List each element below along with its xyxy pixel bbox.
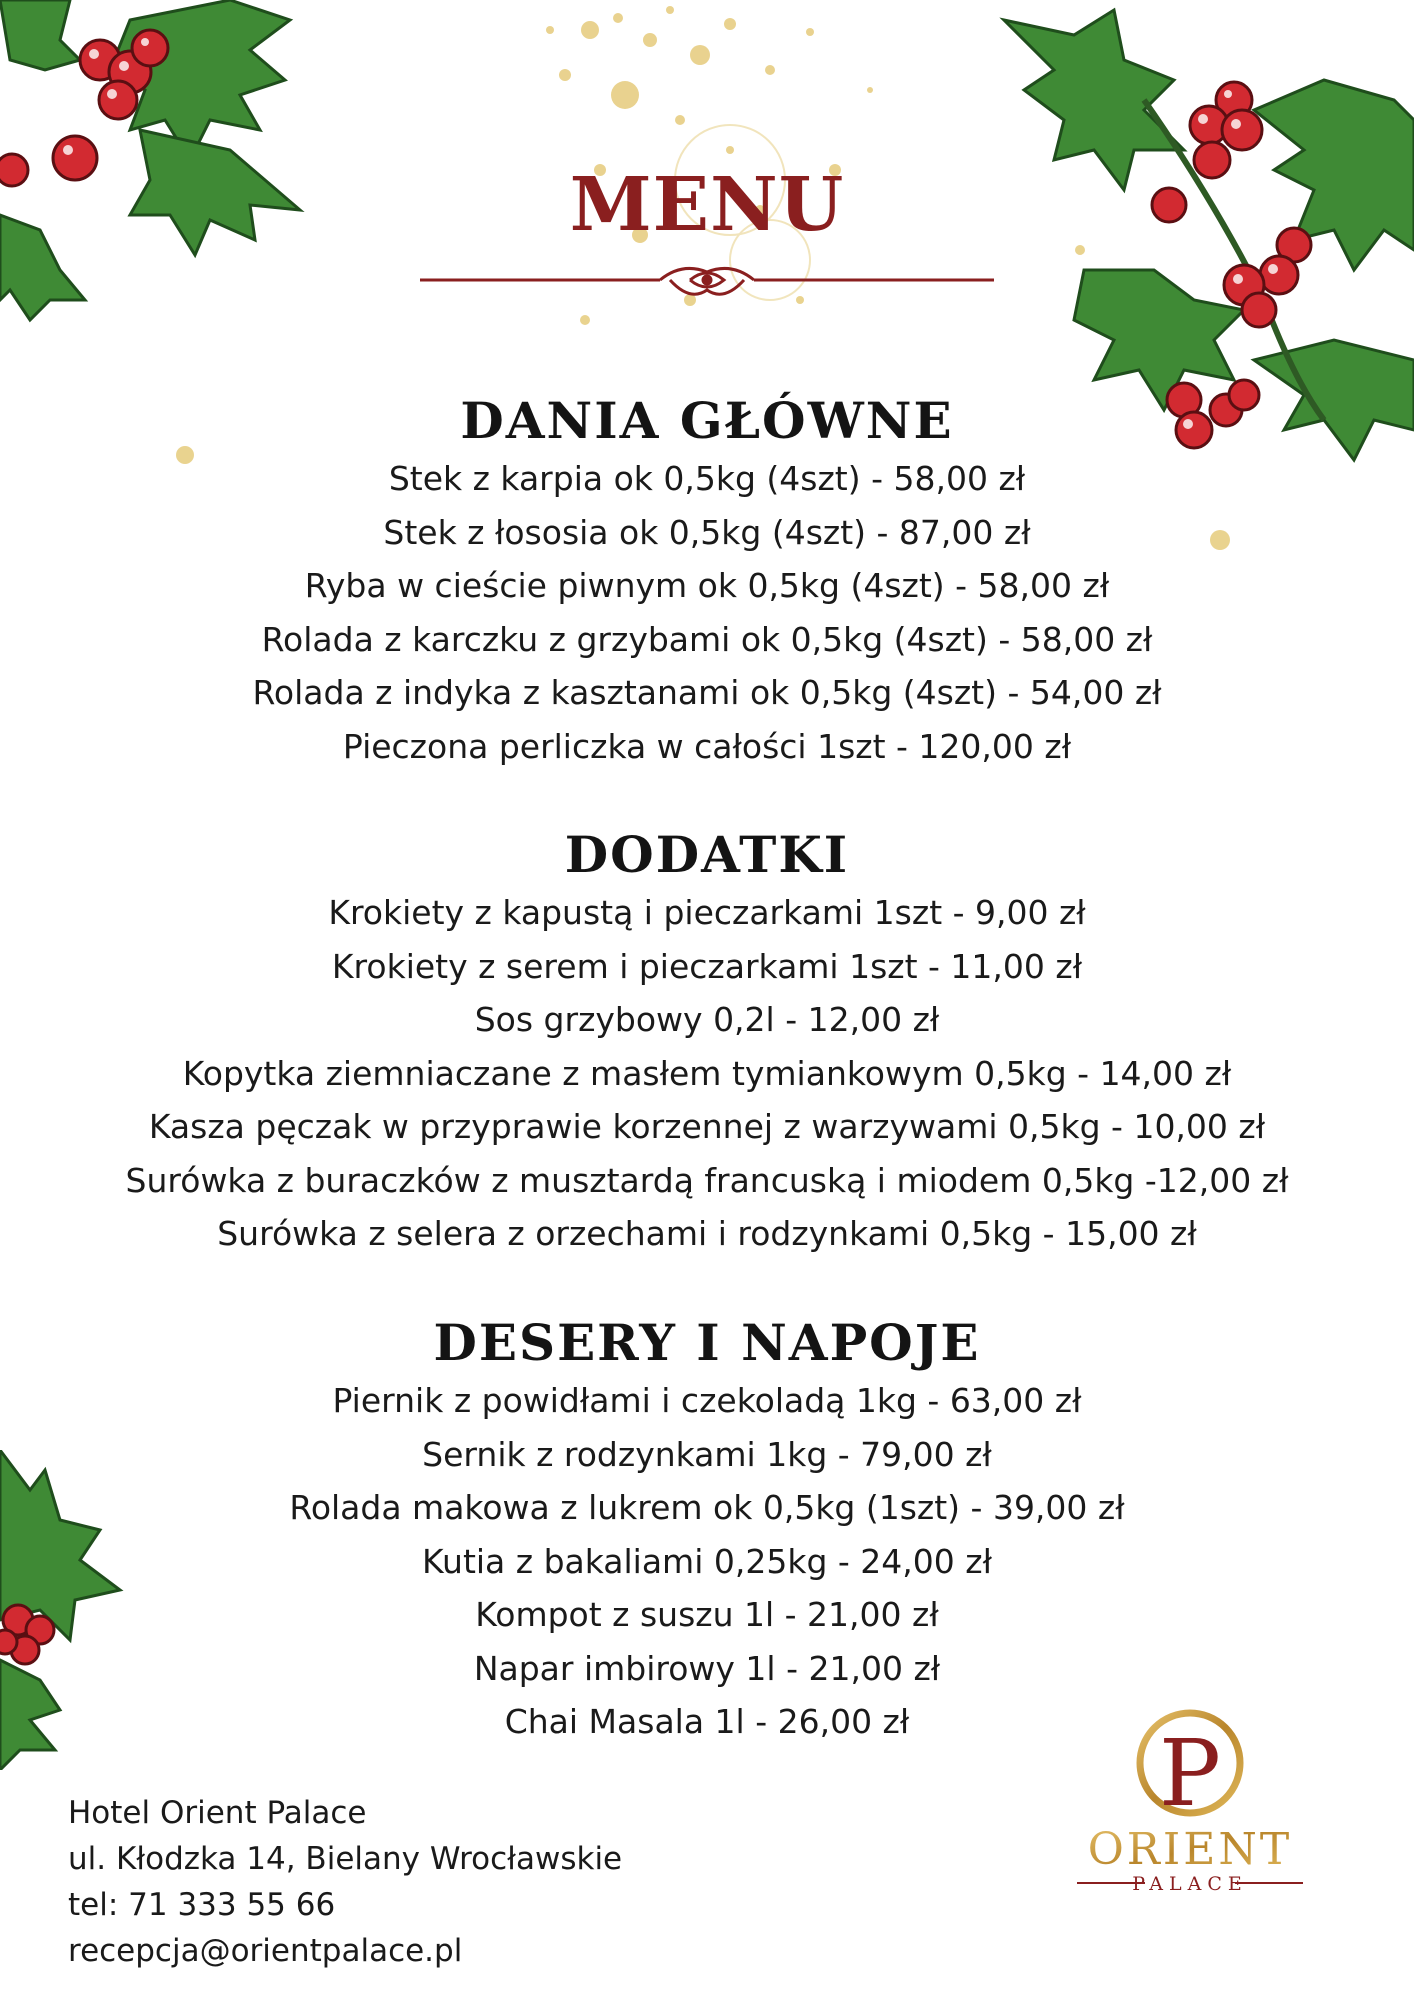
hotel-phone[interactable]: tel: 71 333 55 66 [68,1887,336,1923]
ornament-divider-icon [420,258,994,318]
menu-item: Kompot z suszu 1l - 21,00 zł [475,1595,939,1634]
logo-brand: ORIENT [1087,1824,1293,1875]
menu-item: Kasza pęczak w przyprawie korzennej z warzywami 0,5kg - 10,00 zł [148,1107,1266,1146]
menu-item: Rolada z indyka z kasztanami ok 0,5kg (4szt) - 54,00 zł [252,673,1162,712]
menu-item: Pieczona perliczka w całości 1szt - 120,00 zł [342,726,1072,766]
section-heading: DESERY I NAPOJE [433,1313,981,1372]
menu-item: Krokiety z kapustą i pieczarkami 1szt - 9,00 zł [328,893,1086,932]
menu-item: Krokiety z serem i pieczarkami 1szt - 11,00 zł [331,946,1083,986]
menu-item: Sernik z rodzynkami 1kg - 79,00 zł [422,1434,992,1474]
menu-item: Surówka z selera z orzechami i rodzynkami 0,5kg - 15,00 zł [217,1214,1197,1253]
menu-item: Chai Masala 1l - 26,00 zł [504,1702,910,1741]
menu-item: Ryba w cieście piwnym ok 0,5kg (4szt) - 58,00 zł [304,566,1110,605]
menu-item: Stek z łososia ok 0,5kg (4szt) - 87,00 zł [383,512,1031,552]
hotel-address: ul. Kłodzka 14, Bielany Wrocławskie [68,1841,623,1877]
section-side-dishes [0,824,1414,1261]
menu-item: Rolada makowa z lukrem ok 0,5kg (1szt) - 39,00 zł [289,1488,1125,1527]
menu-item-list [0,886,1414,1261]
contact-info [68,1790,622,1974]
section-heading: DODATKI [564,825,850,884]
holly-top-left-icon [0,0,380,330]
orient-palace-logo-icon [1065,1700,1315,1900]
menu-item: Surówka z buraczków z musztardą francuską i miodem 0,5kg -12,00 zł [125,1160,1289,1200]
menu-item: Rolada z karczku z grzybami ok 0,5kg (4szt) - 58,00 zł [261,619,1153,659]
menu-item: Kutia z bakaliami 0,25kg - 24,00 zł [422,1541,992,1581]
section-main-dishes [0,390,1414,773]
menu-title: MENU [569,161,845,248]
menu-item-list [0,452,1414,773]
menu-item: Piernik z powidłami i czekoladą 1kg - 63,00 zł [332,1381,1082,1420]
menu-item: Kopytka ziemniaczane z masłem tymiankowym 0,5kg - 14,00 zł [182,1053,1232,1093]
logo-sub: PALACE [1132,1873,1248,1895]
menu-item: Napar imbirowy 1l - 21,00 zł [473,1648,941,1688]
hotel-name: Hotel Orient Palace [68,1795,367,1831]
section-desserts-drinks [0,1312,1414,1749]
hotel-email[interactable]: recepcja@orientpalace.pl [68,1933,463,1969]
section-heading: DANIA GŁÓWNE [460,391,954,450]
menu-item: Stek z karpia ok 0,5kg (4szt) - 58,00 zł [388,459,1026,498]
menu-item-list [0,1374,1414,1749]
menu-item: Sos grzybowy 0,2l - 12,00 zł [474,1000,940,1039]
logo-initial: P [1159,1720,1221,1827]
